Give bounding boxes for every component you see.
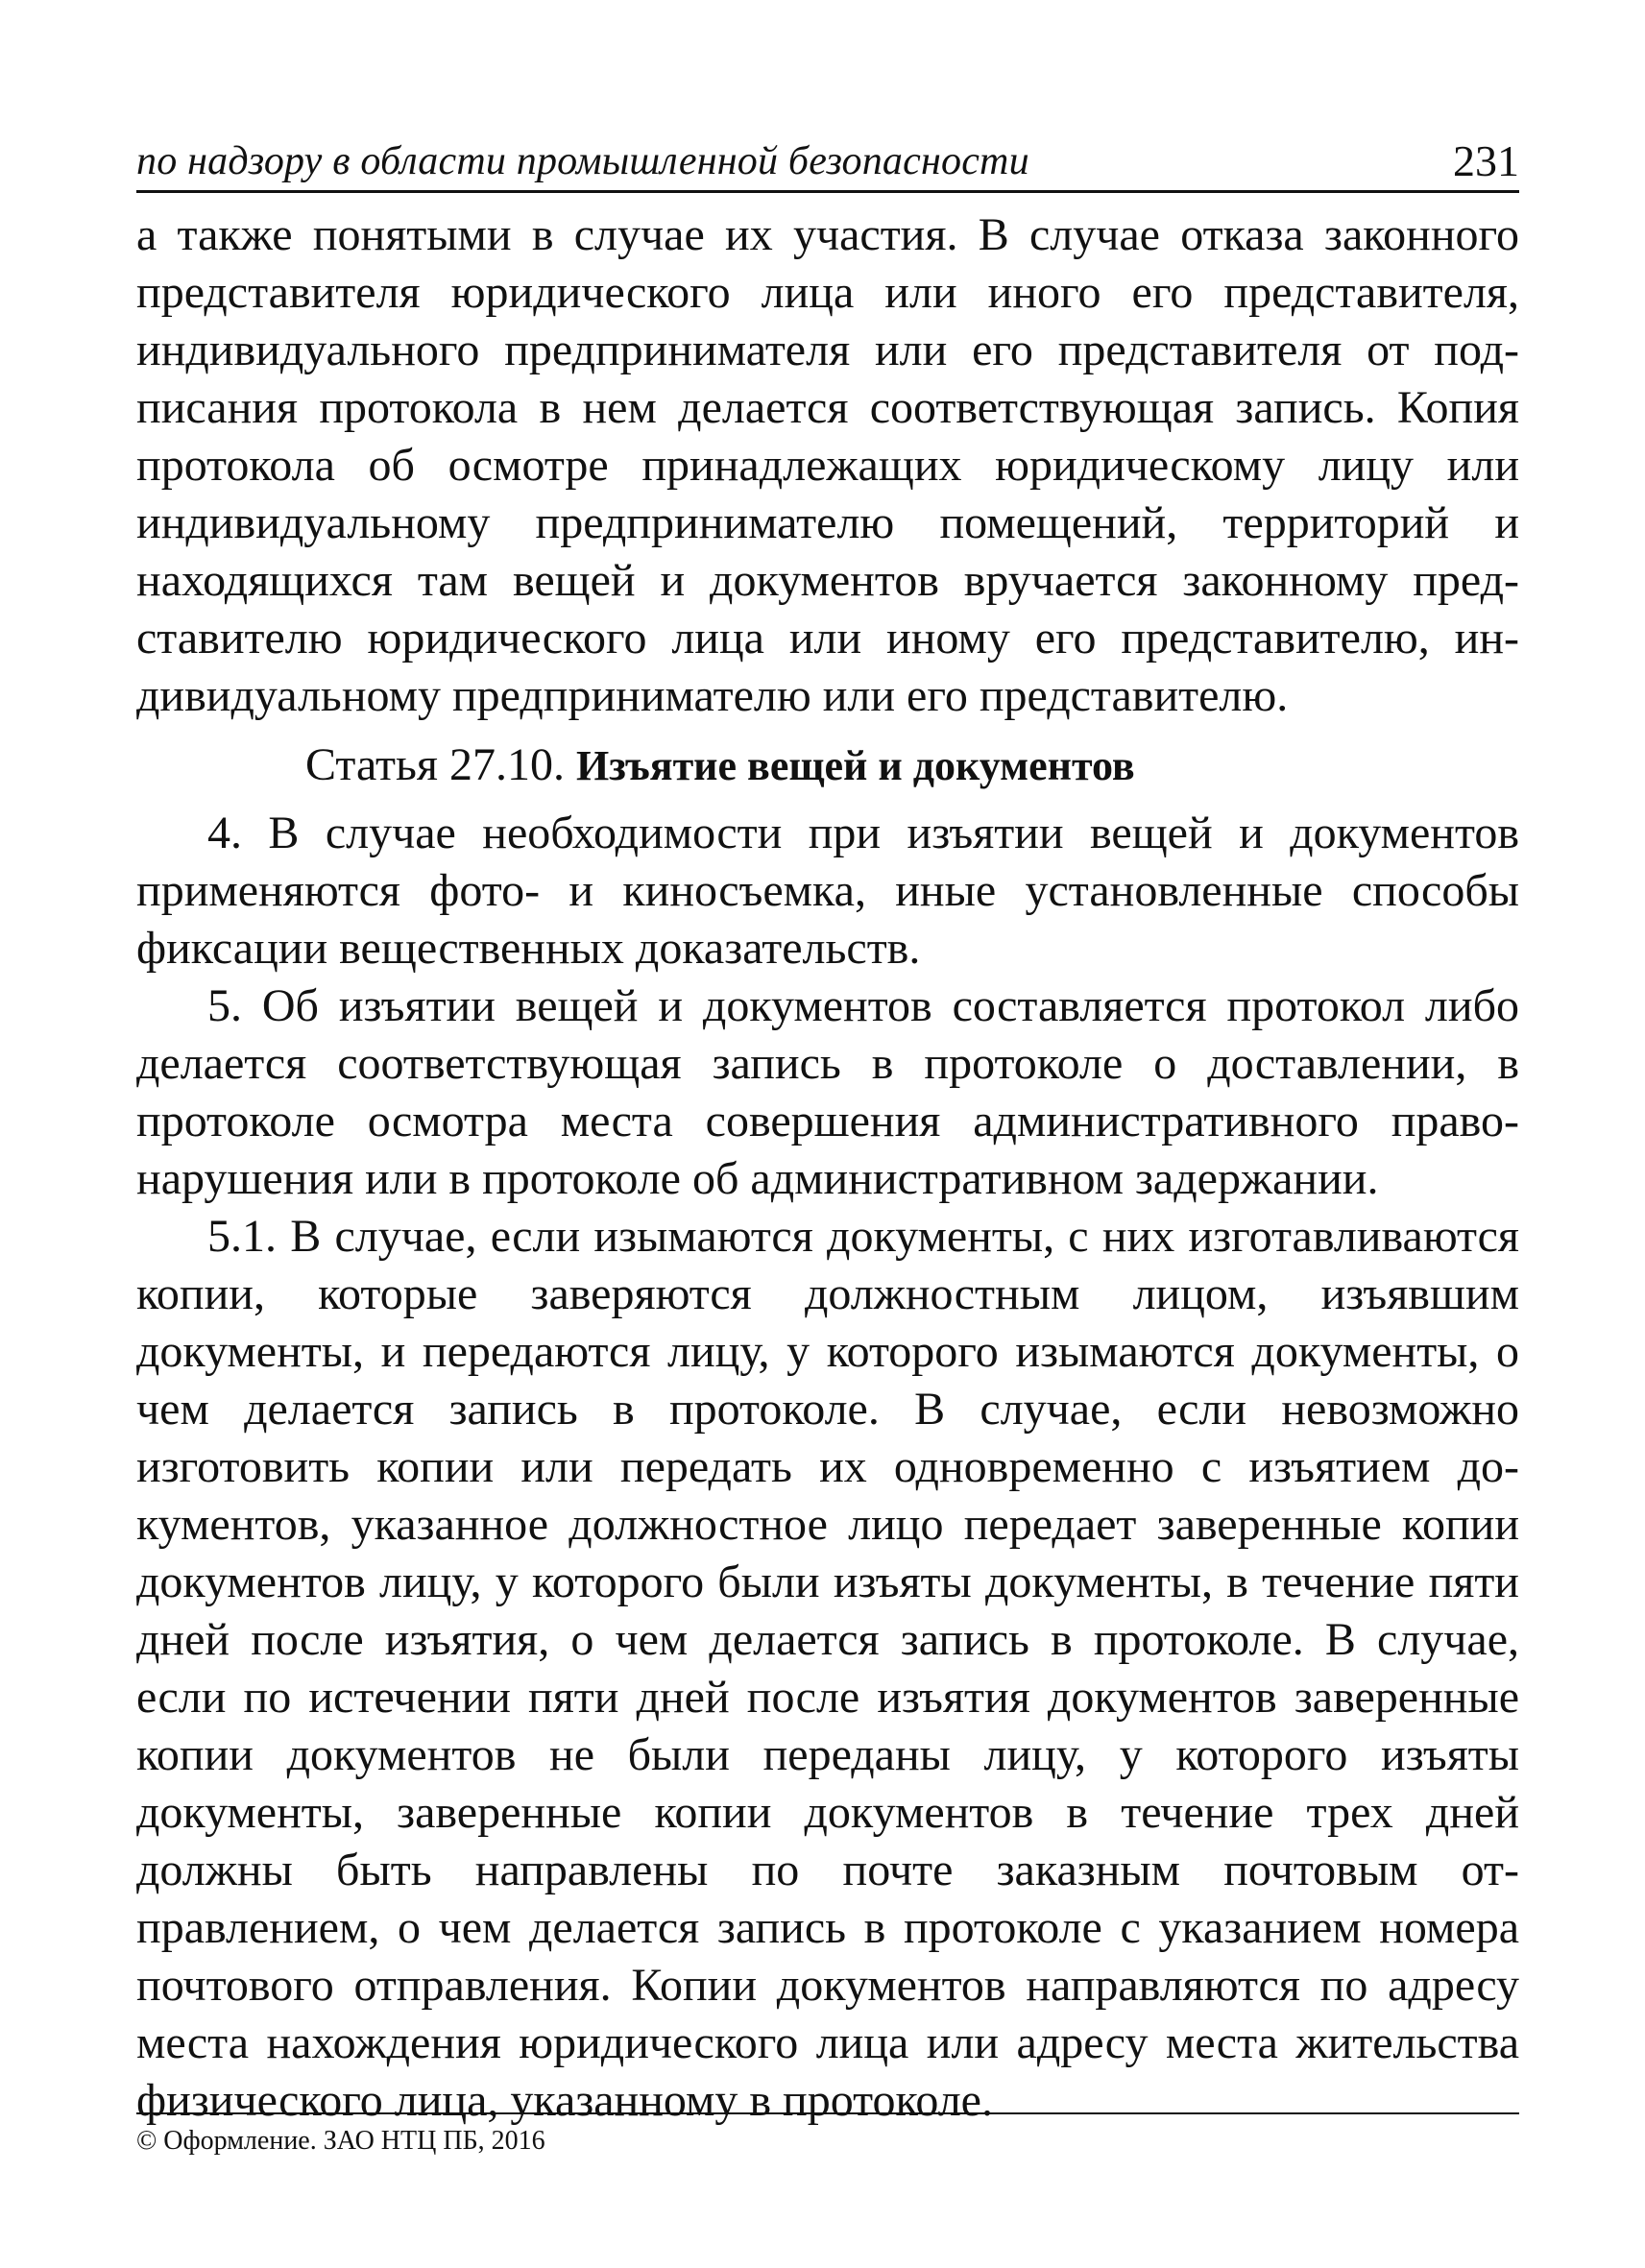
- paragraph-5-1: 5.1. В случае, если изымаются документы, с них изготавливаются копии, которые заверяются должностным лицом, изъявшим документы, и передаются лицу, у которого изымаются документы, о чем делается запись в протоколе. В случае, если невозможно изготовить копии или передать их одновременно с изъятием документов, указанное должностное лицо передает заверенные копии документов лицу, у которого были изъяты документы, в течение пяти дней после изъятия, о чем делается запись в протоколе. В случае, если по истечении пяти дней после изъятия документов заверенные копии документов не были переданы лицу, у которого изъяты документы, заверенные копии документов в течение трех дней должны быть направлены по почте заказным почтовым отправлением, о чем делается запись в протоколе с указанием номера почтового отправления. Копии документов направляются по адресу места нахождения юридического лица или адресу места жительства физического лица, указанному в протоколе.: [136, 1211, 1519, 2126]
- page: [136, 134, 1519, 2130]
- paragraph-continued: а также понятыми в случае их участия. В случае отказа законного представителя юридического лица или иного его представителя, индивидуального предпринимателя или его представителя от подписания протокола в нем делается соответствующая запись. Копия протокола об осмотре принадлежащих юридическому лицу или индивидуальному предпринимателю помещений, территорий и находящихся там вещей и документов вручается законному представителю юридического лица или иному его представителю, индивидуальному предпринимателю или его представителю.: [136, 209, 1519, 721]
- footer-copyright: © Оформление. ЗАО НТЦ ПБ, 2016: [136, 2126, 545, 2156]
- article-number: Статья 27.10.: [305, 739, 565, 790]
- article-title: Изъятие вещей и документов: [575, 742, 1135, 789]
- running-title: по надзору в области промышленной безопасности: [136, 139, 1029, 183]
- article-heading: [136, 736, 1519, 795]
- paragraph-5: 5. Об изъятии вещей и документов составляется протокол либо делается соответствующая запись в протоколе о доставлении, в протоколе осмотра места совершения административного правонарушения или в протоколе об административном задержании.: [136, 980, 1519, 1204]
- running-header: [136, 134, 1519, 193]
- paragraph-4: 4. В случае необходимости при изъятии вещей и документов применяются фото- и киносъемка, иные установленные способы фиксации вещественных доказательств.: [136, 808, 1519, 974]
- footer: [136, 2112, 1519, 2157]
- body-text: [136, 206, 1519, 2130]
- page-number: 231: [1453, 136, 1519, 185]
